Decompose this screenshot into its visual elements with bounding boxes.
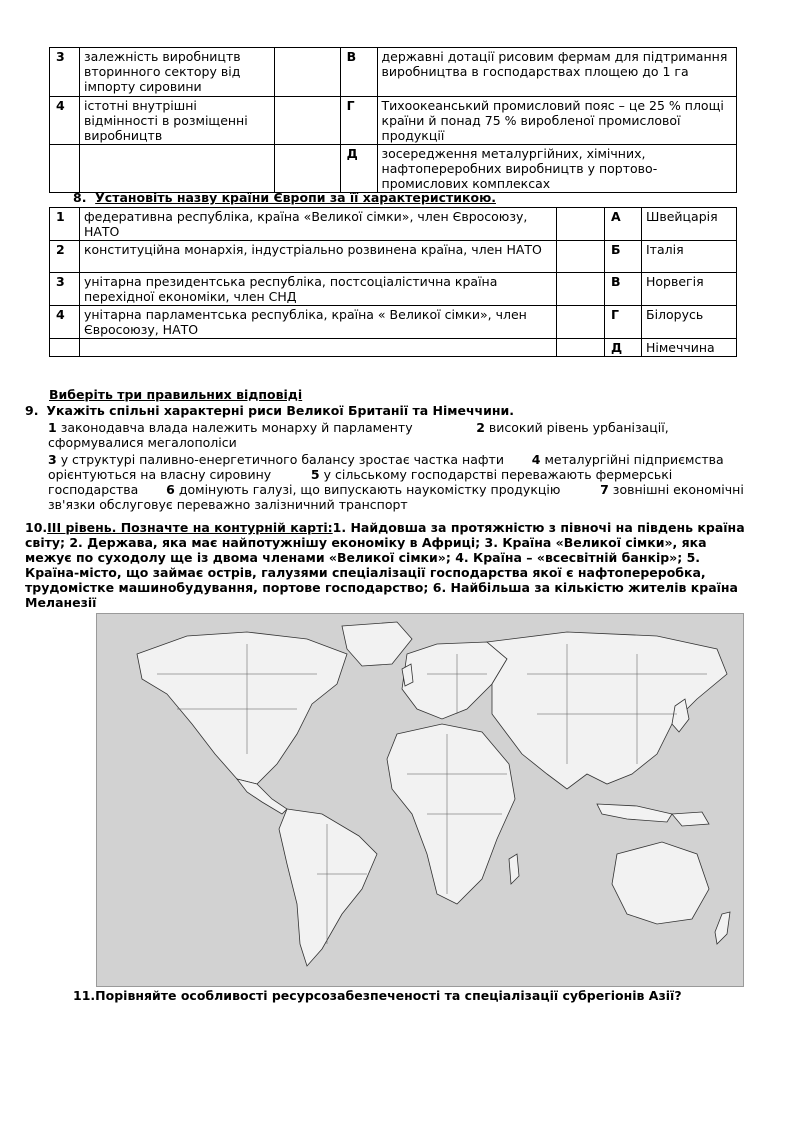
country-name: Білорусь [642,306,737,339]
row-text: істотні внутрішні відмінності в розміщенні виробництв [79,97,274,145]
world-contour-map[interactable] [96,613,744,987]
table-row [50,241,737,273]
option-text: законодавча влада належить монарху й парламенту [60,420,413,435]
row-number: 3 [50,273,80,306]
row-number: 1 [50,208,80,241]
row-number [50,145,80,193]
option-number: 3 [48,452,57,467]
option-text: у структурі паливно-енергетичного балансу зростає частка нафти [60,452,504,467]
row-text: зосередження металургійних, хімічних, нафтопереробних виробництв у портово-промислових комплексах [377,145,736,193]
question-number: 8. [73,190,87,205]
answer-cell[interactable] [557,339,605,357]
table-row [50,273,737,306]
question-8-header [73,190,496,205]
option-number: 7 [600,482,609,497]
row-number: 4 [50,306,80,339]
row-letter: Г [605,306,642,339]
row-number: 4 [50,97,80,145]
option-number: 6 [166,482,175,497]
country-name: Німеччина [642,339,737,357]
row-text: державні дотації рисовим фермам для підтримання виробництва в господарствах площею до 1 га [377,48,736,97]
option-number: 1 [48,420,57,435]
table-row [50,97,737,145]
row-text: залежність виробництв вторинного сектору від імпорту сировини [79,48,274,97]
section-heading: Виберіть три правильних відповіді [49,387,303,402]
question-number: 9. [25,403,39,418]
country-name: Норвегія [642,273,737,306]
question-number: 10. [25,520,48,535]
row-text [79,145,274,193]
matching-table-2 [49,207,737,357]
option-text: домінують галузі, що випускають наукомістку продукцію [178,482,561,497]
row-number: 2 [50,241,80,273]
row-letter: В [340,48,377,97]
question-title: Укажіть спільні характерні риси Великої Британії та Німеччини. [46,403,515,418]
row-text: Тихоокеанський промисловий пояс – це 25 % площі країни й понад 75 % виробленої промислової продукції [377,97,736,145]
world-map-graphic [97,614,743,986]
row-letter: А [605,208,642,241]
row-text: унітарна президентська республіка, постсоціалістична країна перехідної економіки, член СНД [79,273,556,306]
option-number: 2 [476,420,485,435]
level-label: ІІІ рівень. Позначте на контурній карті: [47,520,333,535]
option-text: зовнішні економічні зв'язки обслуговує переважно залізничний транспорт [48,482,744,512]
row-text [79,339,556,357]
answer-cell[interactable] [274,145,340,193]
question-title: Установіть назву країни Європи за її характеристикою. [95,190,496,205]
row-letter: В [605,273,642,306]
row-text: конституційна монархія, індустріально розвинена країна, член НАТО [79,241,556,273]
option-text: у сільському господарстві переважають фермерські господарства [48,467,673,497]
answer-cell[interactable] [274,97,340,145]
row-text: федеративна республіка, країна «Великої сімки», член Євросоюзу, НАТО [79,208,556,241]
answer-cell[interactable] [557,208,605,241]
table-row [50,339,737,357]
question-number: 11. [73,988,96,1003]
row-letter: Д [340,145,377,193]
row-letter: Б [605,241,642,273]
answer-cell[interactable] [557,306,605,339]
row-letter: Г [340,97,377,145]
option-number: 4 [531,452,541,467]
question-11 [73,988,682,1003]
option-text: металургійні підприємства орієнтуються на власну сировину [48,452,724,482]
question-9 [25,403,745,512]
country-name: Італія [642,241,737,273]
question-10 [25,520,745,610]
table-row [50,48,737,97]
answer-cell[interactable] [274,48,340,97]
table-row [50,145,737,193]
option-number: 5 [310,467,320,482]
answer-cell[interactable] [557,273,605,306]
table-row [50,306,737,339]
option-text: високий рівень урбанізації, сформувалися мегалополіси [48,420,669,450]
answer-cell[interactable] [557,241,605,273]
row-text: унітарна парламентська республіка, країна « Великої сімки», член Євросоюзу, НАТО [79,306,556,339]
table-row [50,208,737,241]
country-name: Швейцарія [642,208,737,241]
row-number [50,339,80,357]
question-text: Порівняйте особливості ресурсозабезпеченості та спеціалізації субрегіонів Азії? [95,988,682,1003]
row-letter: Д [605,339,642,357]
row-number: 3 [50,48,80,97]
question-text: 1. Найдовша за протяжністю з півночі на південь країна світу; 2. Держава, яка має найпотужнішу економіку в Африці; 3. Країна «Великої сімки», яка межує по суходолу ще із двома членами «Великої сімки»; 4. Країна – «всесвітній банкір»; 5. Країна-місто, що займає острів, галузями спеціалізації господарства якої є нафтопереробка, трудомістке машинобудування, портове господарство; 6. Найбільша за кількістю жителів країна Меланезії [25,520,745,610]
matching-table-1 [49,47,737,193]
